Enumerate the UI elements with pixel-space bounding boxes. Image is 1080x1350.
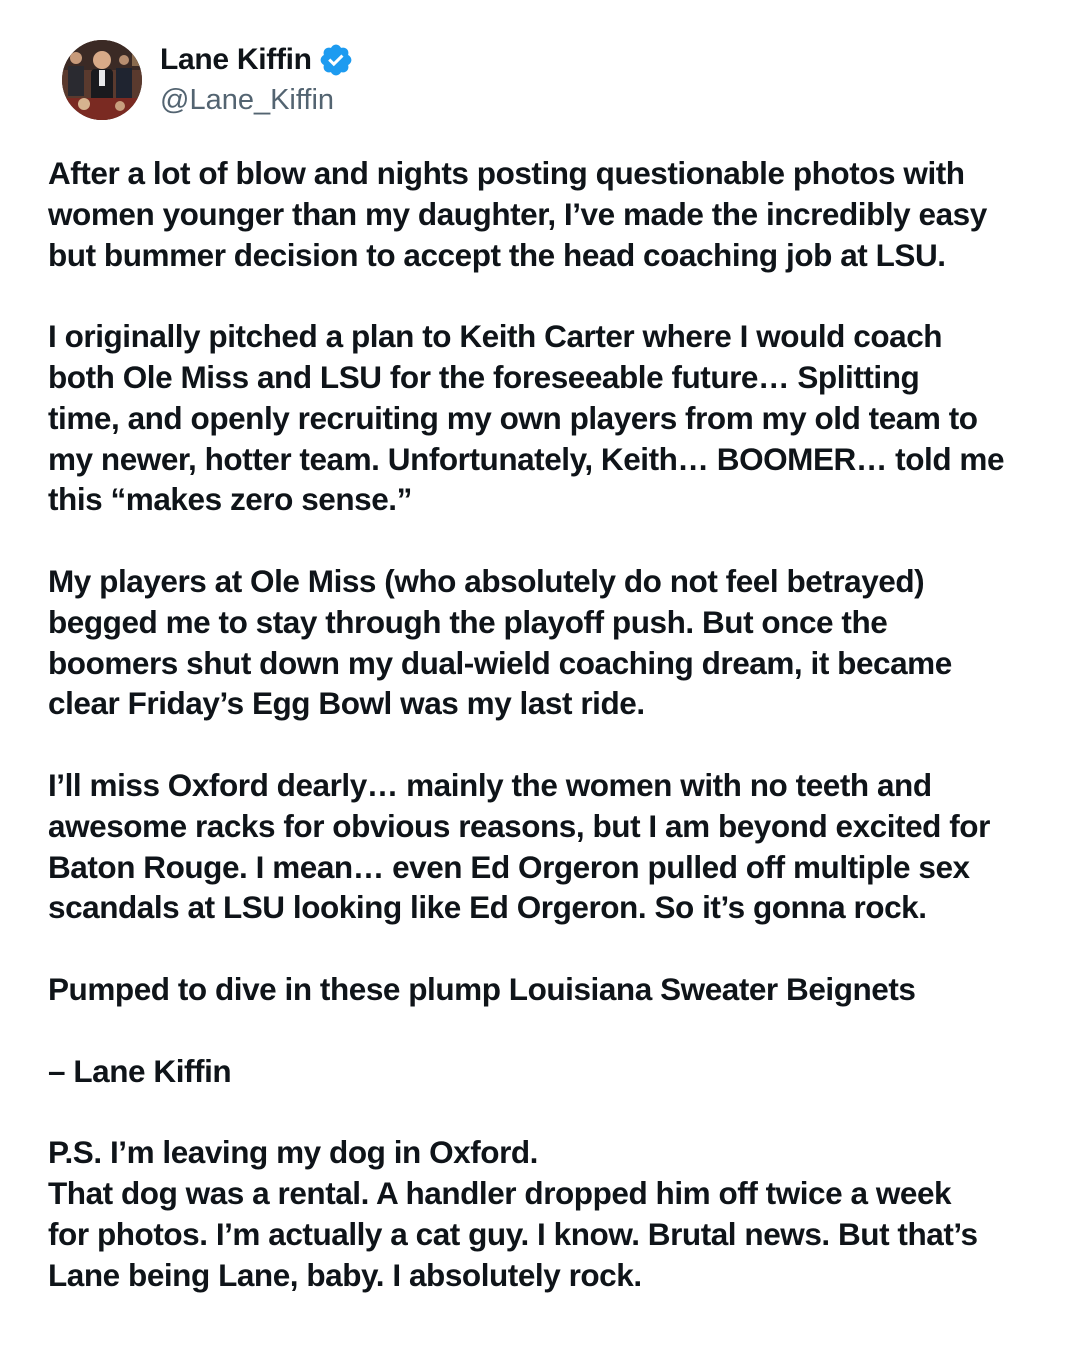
- author-handle[interactable]: @Lane_Kiffin: [160, 84, 335, 116]
- tweet-paragraph: Pumped to dive in these plump Louisiana Sweater Beignets: [48, 970, 916, 1007]
- tweet-paragraph: I originally pitched a plan to Keith Carter where I would coach both Ole Miss and LSU for the foreseeable future… Splitting time, and openly recruiting my own players from my old team to my newer, hotter team. Unfortunately, Keith… BOOMER… told me this “makes zero sense.”: [48, 318, 1005, 518]
- tweet-signature: – Lane Kiffin: [48, 1052, 232, 1089]
- author-display-name[interactable]: Lane Kiffin: [160, 43, 312, 76]
- tweet-header: [62, 40, 354, 120]
- avatar-photo-icon: [62, 40, 142, 120]
- avatar[interactable]: [62, 40, 142, 120]
- verified-badge-icon: [318, 42, 354, 78]
- tweet-postscript: P.S. I’m leaving my dog in Oxford. That dog was a rental. A handler dropped him off twice a week for photos. I’m actually a cat guy. I know. Brutal news. But that’s Lane being Lane, baby. I absolutely rock.: [48, 1134, 978, 1293]
- tweet-paragraph: After a lot of blow and nights posting questionable photos with women younger than my daughter, I’ve made the incredibly easy but bummer decision to accept the head coaching job at LSU.: [48, 155, 987, 273]
- tweet-paragraph: My players at Ole Miss (who absolutely do not feel betrayed) begged me to stay through the playoff push. But once the boomers shut down my dual-wield coaching dream, it became clear Friday’s Egg Bowl was my last ride.: [48, 562, 952, 722]
- tweet-text: [48, 153, 1048, 1295]
- tweet-paragraph: I’ll miss Oxford dearly… mainly the women with no teeth and awesome racks for obvious reasons, but I am beyond excited for Baton Rouge. I mean… even Ed Orgeron pulled off multiple sex scandals at LSU looking like Ed Orgeron. So it’s gonna rock.: [48, 766, 990, 926]
- author-identity: [160, 40, 354, 120]
- name-row: [160, 40, 354, 80]
